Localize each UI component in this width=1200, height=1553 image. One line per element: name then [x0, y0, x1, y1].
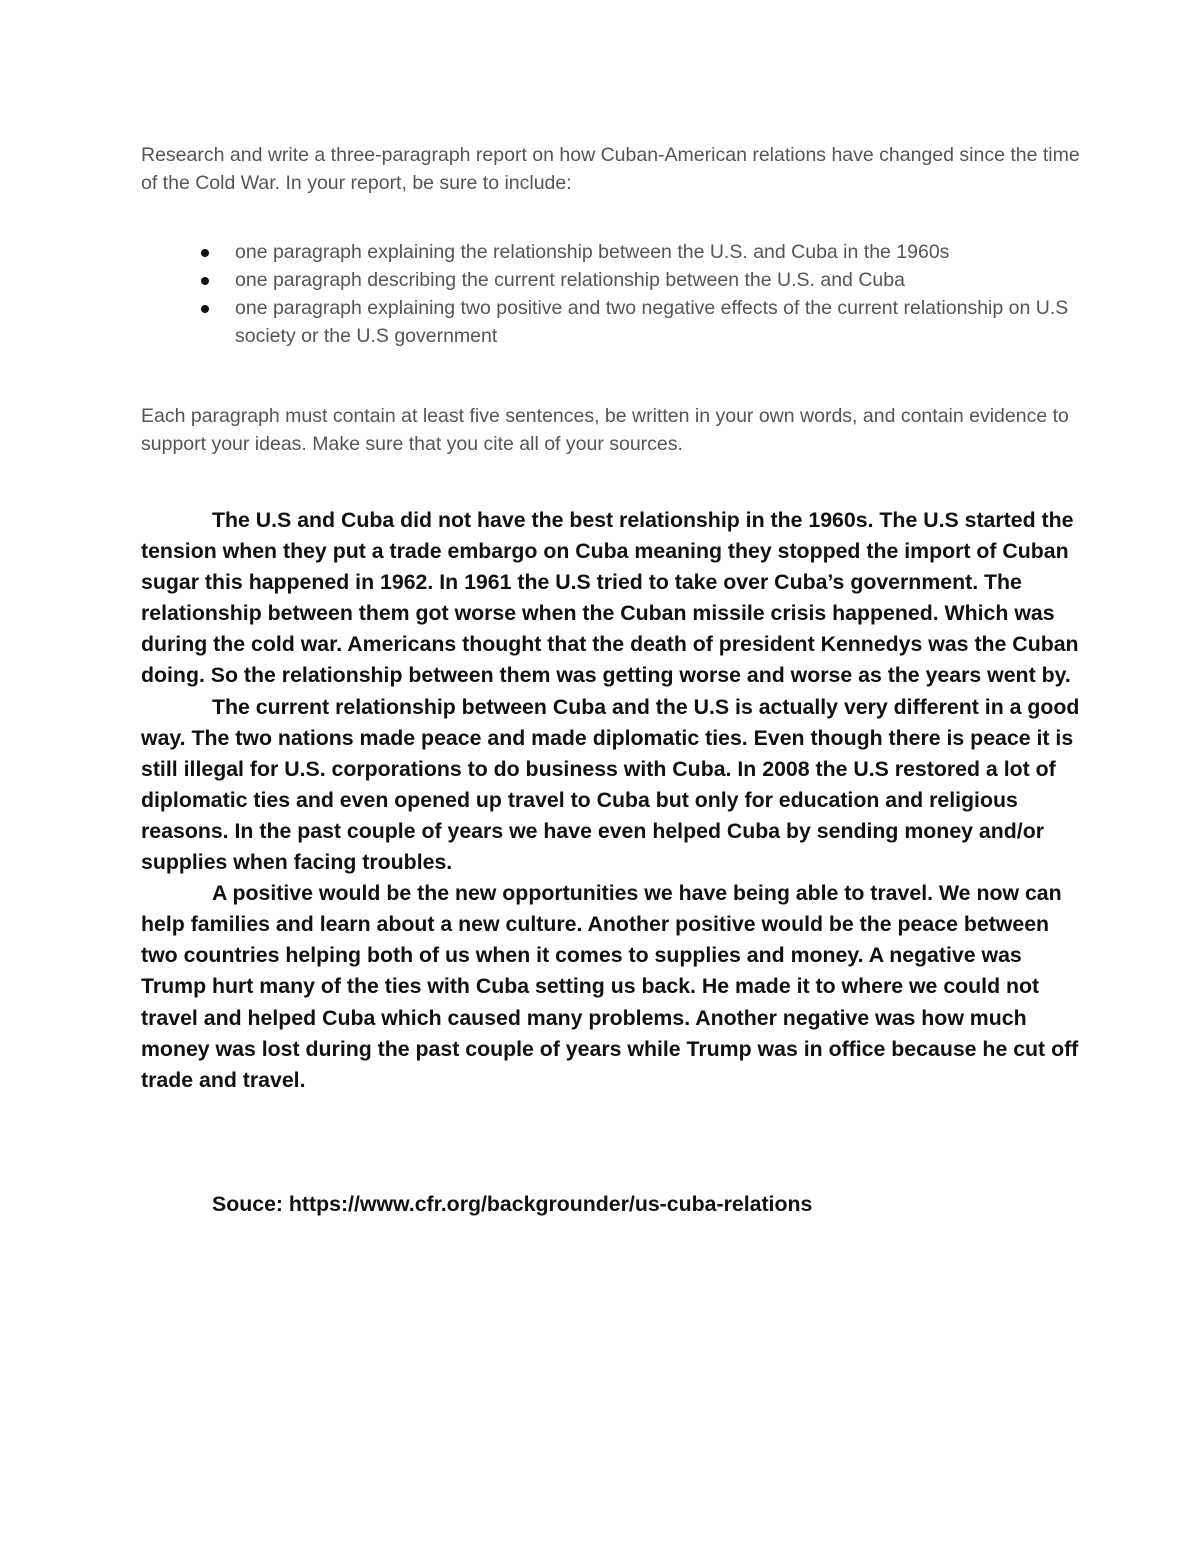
assignment-intro: Research and write a three-paragraph report on how Cuban-American relations have changed since the time of the Cold War. In your report, be sure to include:: [141, 144, 1080, 194]
bullet-icon: [201, 305, 209, 313]
requirement-text: one paragraph explaining the relationship between the U.S. and Cuba in the 1960s: [235, 241, 950, 263]
assignment-outro: Each paragraph must contain at least five sentences, be written in your own words, and contain evidence to support your ideas. Make sure that you cite all of your sources.: [141, 405, 1069, 455]
bullet-icon: [201, 277, 209, 285]
list-item: [141, 238, 1081, 266]
essay-paragraph-1960s: The U.S and Cuba did not have the best relationship in the 1960s. The U.S started the tension when they put a trade embargo on Cuba meaning they stopped the import of Cuban sugar this happened in 1962. In 1961 the U.S tried to take over Cuba’s government. The relationship between them got worse when the Cuban missile crisis happened. Which was during the cold war. Americans thought that the death of president Kennedys was the Cuban doing. So the relationship between them was getting worse and worse as the years went by.: [141, 508, 1079, 688]
essay-body: [141, 505, 1086, 1096]
list-item: [141, 266, 1081, 294]
essay-paragraph-current: The current relationship between Cuba and the U.S is actually very different in a good way. The two nations made peace and made diplomatic ties. Even though there is peace it is still illegal for U.S. corporations to do business with Cuba. In 2008 the U.S restored a lot of diplomatic ties and even opened up travel to Cuba but only for education and religious reasons. In the past couple of years we have even helped Cuba by sending money and/or supplies when facing troubles.: [141, 694, 1080, 875]
requirements-list: [141, 238, 1081, 350]
requirement-text: one paragraph describing the current relationship between the U.S. and Cuba: [235, 269, 905, 291]
list-item: [141, 294, 1081, 350]
bullet-icon: [201, 249, 209, 257]
requirement-text: one paragraph explaining two positive and two negative effects of the current relationship on U.S society or the U.S government: [235, 297, 1069, 347]
essay-paragraph-effects: A positive would be the new opportunities we have being able to travel. We now can help families and learn about a new culture. Another positive would be the peace between two countries helping both of us when it comes to supplies and money. A negative was Trump hurt many of the ties with Cuba setting us back. He made it to where we could not travel and helped Cuba which caused many problems. Another negative was how much money was lost during the past couple of years while Trump was in office because he cut off trade and travel.: [141, 881, 1079, 1092]
source-citation: Souce: https://www.cfr.org/backgrounder/us-cuba-relations: [212, 1192, 813, 1216]
